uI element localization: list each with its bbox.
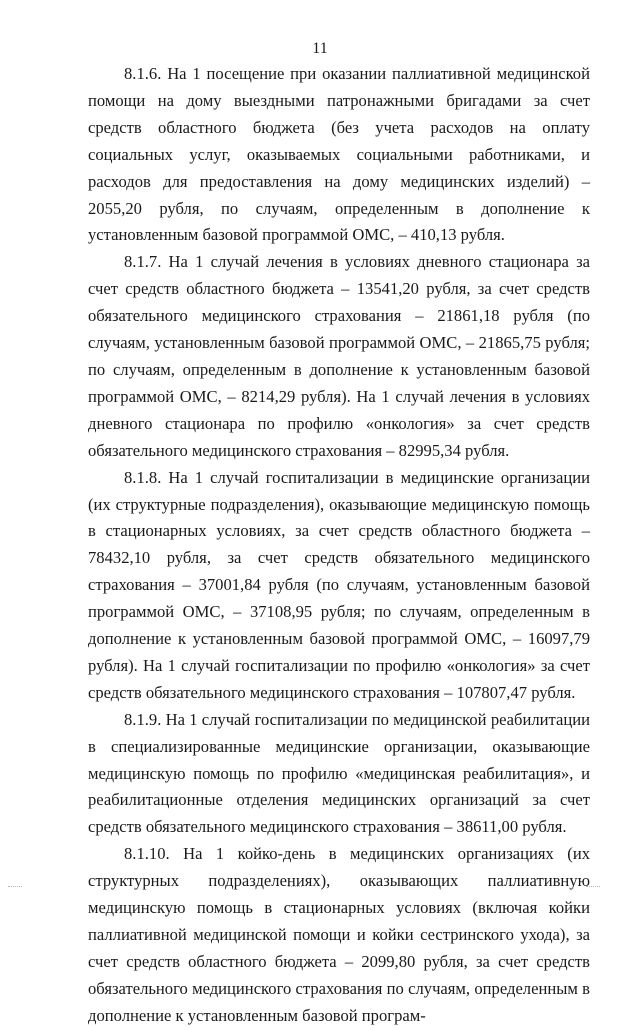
paragraph-8-1-10: 8.1.10. На 1 койко-день в медицинских организациях (их структурных подразделениях), оказывающих паллиативную медицинскую помощь в стационарных условиях (включая койки паллиативной медицинской помощи и койки сестринского ухода), за счет средств областного бюджета – 2099,80 рубля, за счет средств обязательного медицинского страхования по случаям, определенным в дополнение к установленным базовой програм- bbox=[88, 844, 590, 1025]
paragraph-8-1-8: 8.1.8. На 1 случай госпитализации в медицинские организации (их структурные подразделения), оказывающие медицинскую помощь в стационарных условиях, за счет средств областного бюджета – 78432,10 рубля, за счет средств обязательного медицинского страхования – 37001,84 рубля (по случаям, установленным базовой программой ОМС, – 37108,95 рубля; по случаям, определенным в дополнение к установленным базовой программой ОМС, – 16097,79 рубля). На 1 случай госпитализации по профилю «онкология» за счет средств обязательного медицинского страхования – 107807,47 рубля. bbox=[88, 467, 590, 702]
paragraph-8-1-7: 8.1.7. На 1 случай лечения в условиях дневного стационара за счет средств областного бюджета – 13541,20 рубля, за счет средств обязательного медицинского страхования – 21861,18 рубля (по случаям, установленным базовой программой ОМС, – 21865,75 рубля; по случаям, определенным в дополнение к установленным базовой программой ОМС, – 8214,29 рубля). На 1 случай лечения в условиях дневного стационара по профилю «онкология» за счет средств обязательного медицинского страхования – 82995,34 рубля. bbox=[88, 252, 590, 460]
document-body bbox=[88, 61, 590, 1030]
scan-mark-right bbox=[586, 886, 600, 888]
paragraph-8-1-9: 8.1.9. На 1 случай госпитализации по медицинской реабилитации в специализированные медицинские организации, оказывающие медицинскую помощь по профилю «медицинская реабилитация», и реабилитационные отделения медицинских организаций за счет средств обязательного медицинского страхования – 38611,00 рубля. bbox=[88, 709, 590, 837]
scan-mark-left bbox=[8, 886, 22, 888]
paragraph-8-1-6: 8.1.6. На 1 посещение при оказании паллиативной медицинской помощи на дому выездными патронажными бригадами за счет средств областного бюджета (без учета расходов на оплату социальных услуг, оказываемых социальными работниками, и расходов для предоставления на дому медицинских изделий) – 2055,20 рубля, по случаям, определенным в дополнение к установленным базовой программой ОМС, – 410,13 рубля. bbox=[88, 64, 590, 245]
scan-mark-center bbox=[288, 886, 302, 888]
page-number: 11 bbox=[312, 40, 328, 57]
